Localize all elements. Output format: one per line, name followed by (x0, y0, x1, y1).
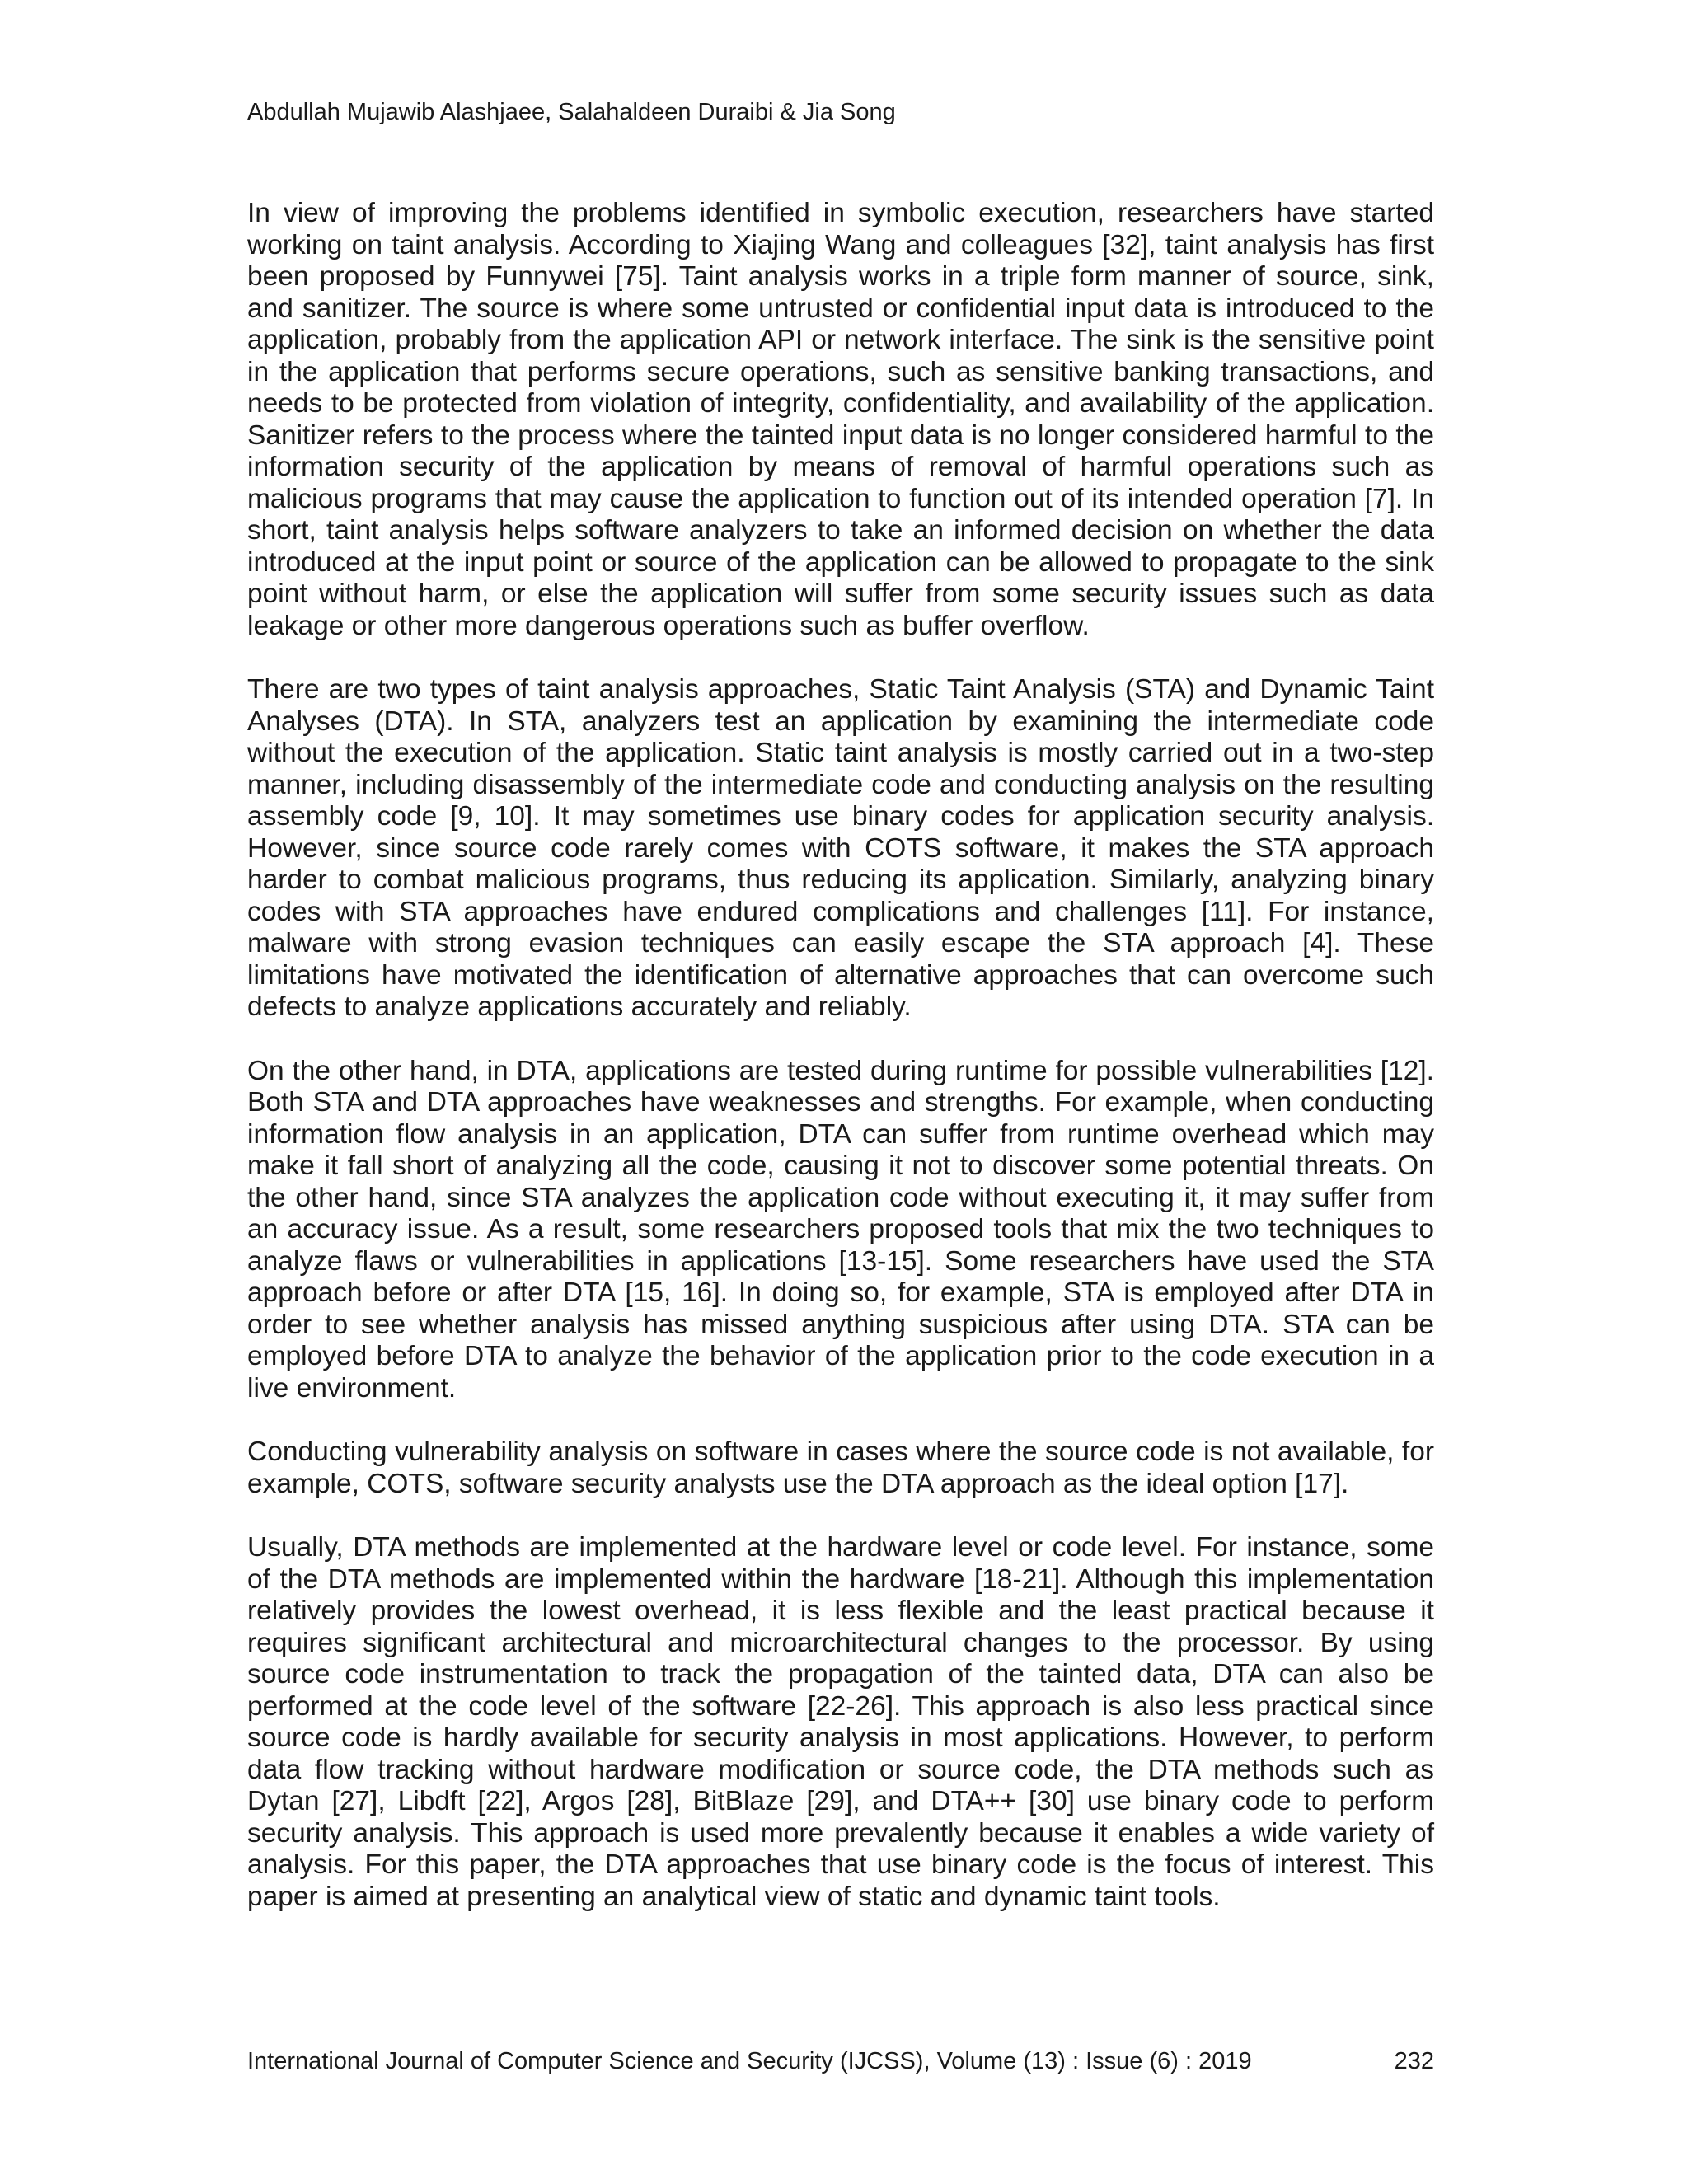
paragraph-dta-implementation: Usually, DTA methods are implemented at the hardware level or code level. For instance, some of the DTA methods are implemented within the hardware [18-21]. Although this implementation relatively provides the lowest overhead, it is less flexible and the least practical because it requires significant architectural and microarchitectural changes to the processor. By using source code instrumentation to track the propagation of the tainted data, DTA can also be performed at the code level of the software [22-26]. This approach is also less practical since source code is hardly available for security analysis in most applications. However, to perform data flow tracking without hardware modification or source code, the DTA methods such as Dytan [27], Libdft [22], Argos [28], BitBlaze [29], and DTA++ [30] use binary code to perform security analysis. This approach is used more prevalently because it enables a wide variety of analysis. For this paper, the DTA approaches that use binary code is the focus of interest. This paper is aimed at presenting an analytical view of static and dynamic taint tools. (247, 1532, 1434, 1912)
page-number: 232 (1394, 2048, 1434, 2074)
paragraph-taint-analysis-intro: In view of improving the problems identified in symbolic execution, researchers have started working on taint analysis. According to Xiajing Wang and colleagues [32], taint analysis has first been proposed by Funnywei [75]. Taint analysis works in a triple form manner of source, sink, and sanitizer. The source is where some untrusted or confidential input data is introduced to the application, probably from the application API or network interface. The sink is the sensitive point in the application that performs secure operations, such as sensitive banking transactions, and needs to be protected from violation of integrity, confidentiality, and availability of the application. Sanitizer refers to the process where the tainted input data is no longer considered harmful to the information security of the application by means of removal of harmful operations such as malicious programs that may cause the application to function out of its intended operation [7]. In short, taint analysis helps software analyzers to take an informed decision on whether the data introduced at the input point or source of the application can be allowed to propagate to the sink point without harm, or else the application will suffer from some security issues such as data leakage or other more dangerous operations such as buffer overflow. (247, 198, 1434, 641)
running-header-authors: Abdullah Mujawib Alashjaee, Salahaldeen Duraibi & Jia Song (247, 99, 896, 125)
footer-journal-citation: International Journal of Computer Science and Security (IJCSS), Volume (13) : Issue (6) : 2019 (247, 2048, 1252, 2074)
paragraph-dta-vs-sta: On the other hand, in DTA, applications are tested during runtime for possible vulnerabilities [12]. Both STA and DTA approaches have weaknesses and strengths. For example, when conducting information flow analysis in an application, DTA can suffer from runtime overhead which may make it fall short of analyzing all the code, causing it not to discover some potential threats. On the other hand, since STA analyzes the application code without executing it, it may suffer from an accuracy issue. As a result, some researchers proposed tools that mix the two techniques to analyze flaws or vulnerabilities in applications [13-15]. Some researchers have used the STA approach before or after DTA [15, 16]. In doing so, for example, STA is employed after DTA in order to see whether analysis has missed anything suspicious after using DTA. STA can be employed before DTA to analyze the behavior of the application prior to the code execution in a live environment. (247, 1055, 1434, 1404)
body-text (247, 198, 1434, 1945)
paragraph-cots-analysis: Conducting vulnerability analysis on software in cases where the source code is not available, for example, COTS, software security analysts use the DTA approach as the ideal option [17]. (247, 1436, 1434, 1499)
paragraph-taint-analysis-types: There are two types of taint analysis approaches, Static Taint Analysis (STA) and Dynamic Taint Analyses (DTA). In STA, analyzers test an application by examining the intermediate code without the execution of the application. Static taint analysis is mostly carried out in a two-step manner, including disassembly of the intermediate code and conducting analysis on the resulting assembly code [9, 10]. It may sometimes use binary codes for application security analysis. However, since source code rarely comes with COTS software, it makes the STA approach harder to combat malicious programs, thus reducing its application. Similarly, analyzing binary codes with STA approaches have endured complications and challenges [11]. For instance, malware with strong evasion techniques can easily escape the STA approach [4]. These limitations have motivated the identification of alternative approaches that can overcome such defects to analyze applications accurately and reliably. (247, 674, 1434, 1022)
